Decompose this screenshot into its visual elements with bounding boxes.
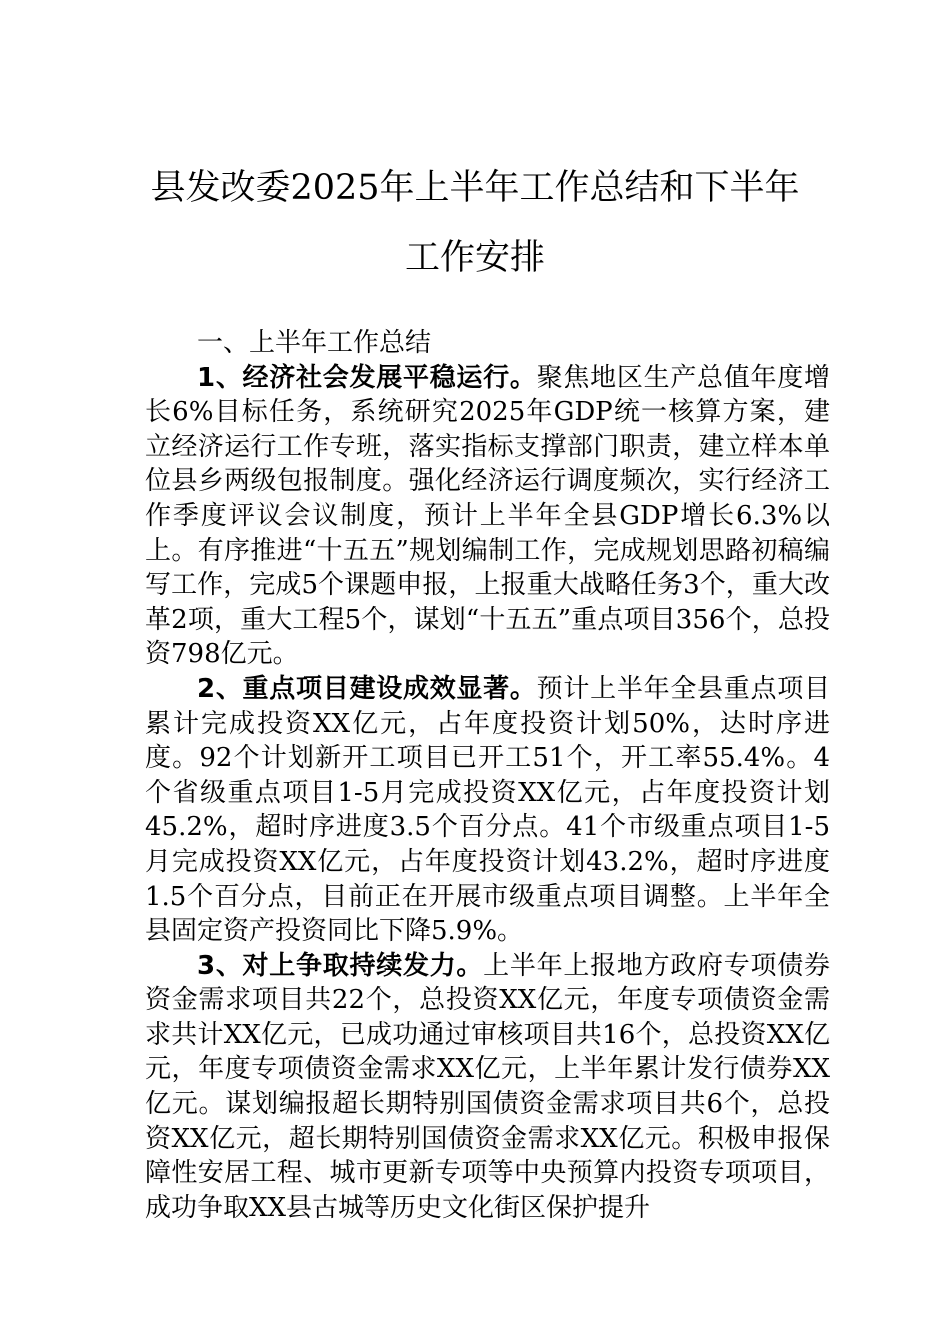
paragraph-2-lead: 2、重点项目建设成效显著。	[197, 673, 537, 704]
document-title	[120, 153, 830, 293]
paragraph-3	[145, 949, 830, 1226]
paragraph-1	[145, 361, 830, 672]
paragraph-1-text: 聚焦地区生产总值年度增长6%目标任务，系统研究2025年GDP统一核算方案，建立经济运行工作专班，落实指标支撑部门职责，建立样本单位县乡两级包报制度。强化经济运行调度频次，实行经济工作季度评议会议制度，预计上半年全县GDP增长6.3%以上。有序推进“十五五”规划编制工作，完成规划思路初稿编写工作，完成5个课题申报，上报重大战略任务3个，重大改革2项，重大工程5个，谋划“十五五”重点项目356个，总投资798亿元。	[145, 362, 830, 670]
title-line-2: 工作安排	[404, 238, 545, 278]
paragraph-2-text: 预计上半年全县重点项目累计完成投资XX亿元，占年度投资计划50%，达时序进度。92个计划新开工项目已开工51个，开工率55.4%。4个省级重点项目1-5月完成投资XX亿元，占年度投资计划45.2%，超时序进度3.5个百分点。41个市级重点项目1-5月完成投资XX亿元，占年度投资计划43.2%，超时序进度1.5个百分点，目前正在开展市级重点项目调整。上半年全县固定资产投资同比下降5.9%。	[145, 673, 830, 947]
document-body	[145, 326, 830, 1225]
paragraph-2	[145, 672, 830, 949]
title-line-1: 县发改委2025年上半年工作总结和下半年	[150, 168, 800, 208]
paragraph-3-text: 上半年上报地方政府专项债券资金需求项目共22个，总投资XX亿元，年度专项债资金需求共计XX亿元，已成功通过审核项目共16个，总投资XX亿元，年度专项债资金需求XX亿元，上半年累计发行债券XX亿元。谋划编报超长期特别国债资金需求项目共6个，总投资XX亿元，超长期特别国债资金需求XX亿元。积极申报保障性安居工程、城市更新专项等中央预算内投资专项项目，成功争取XX县古城等历史文化街区保护提升	[145, 950, 830, 1223]
paragraph-3-lead: 3、对上争取持续发力。	[197, 950, 484, 981]
section-heading: 一、上半年工作总结	[197, 328, 432, 358]
paragraph-1-lead: 1、经济社会发展平稳运行。	[197, 362, 537, 393]
